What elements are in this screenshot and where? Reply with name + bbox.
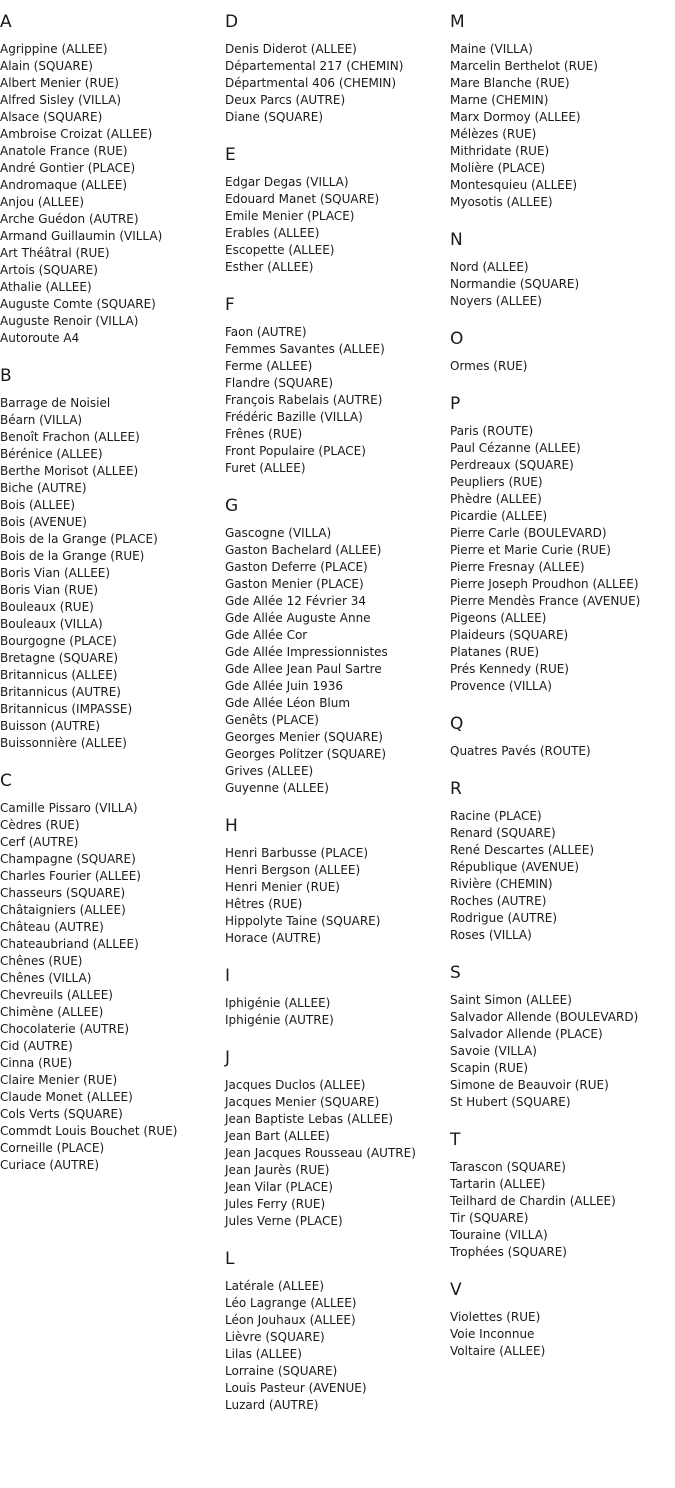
street-link[interactable]: Racine (PLACE) [450, 809, 542, 823]
street-link[interactable]: Scapin (RUE) [450, 1061, 529, 1075]
street-link[interactable]: Jacques Duclos (ALLEE) [225, 1078, 366, 1092]
street-link[interactable]: Iphigénie (ALLEE) [225, 996, 331, 1010]
street-link[interactable]: Flandre (SQUARE) [225, 376, 334, 390]
street-link[interactable]: Bois (AVENUE) [0, 515, 87, 529]
street-index-column-1 [0, 0, 222, 1192]
letter-section-m [450, 11, 675, 211]
street-link[interactable]: Violettes (RUE) [450, 1310, 541, 1324]
street-link[interactable]: Départmental 406 (CHEMIN) [225, 76, 397, 90]
street-link[interactable]: Arche Guédon (AUTRE) [0, 212, 139, 226]
section-letter-heading: Q [450, 714, 464, 734]
street-link[interactable]: Bois de la Grange (PLACE) [0, 532, 158, 546]
street-link[interactable]: Armand Guillaumin (VILLA) [0, 229, 163, 243]
street-link[interactable]: Charles Fourier (ALLEE) [0, 869, 141, 883]
street-link[interactable]: Mare Blanche (RUE) [450, 76, 570, 90]
street-link[interactable]: Paris (ROUTE) [450, 424, 534, 438]
section-letter-heading: P [450, 394, 461, 414]
street-link[interactable]: Auguste Comte (SQUARE) [0, 297, 156, 311]
street-link[interactable]: Ambroise Croizat (ALLEE) [0, 127, 153, 141]
street-link[interactable]: Pierre Fresnay (ALLEE) [450, 560, 585, 574]
street-link[interactable]: Normandie (SQUARE) [450, 277, 580, 291]
letter-section-g [225, 495, 447, 797]
section-letter-heading: F [225, 295, 235, 315]
street-link[interactable]: Corneille (PLACE) [0, 1141, 105, 1155]
street-link[interactable]: Britannicus (IMPASSE) [0, 702, 133, 716]
street-link[interactable]: Faon (AUTRE) [225, 325, 307, 339]
street-link[interactable]: Provence (VILLA) [450, 679, 552, 693]
street-link[interactable]: Biche (AUTRE) [0, 481, 87, 495]
street-link[interactable]: Jean Vilar (PLACE) [225, 1180, 333, 1194]
street-link[interactable]: Gde Allée Léon Blum [225, 696, 351, 710]
section-letter-heading: G [225, 496, 239, 516]
street-link[interactable]: Marne (CHEMIN) [450, 93, 549, 107]
street-link[interactable]: Léo Lagrange (ALLEE) [225, 1296, 357, 1310]
street-link[interactable]: Cols Verts (SQUARE) [0, 1107, 123, 1121]
street-link[interactable]: Nord (ALLEE) [450, 260, 529, 274]
section-letter-heading: B [0, 366, 12, 386]
street-link[interactable]: Buissonnière (ALLEE) [0, 736, 127, 750]
street-link[interactable]: Perdreaux (SQUARE) [450, 458, 574, 472]
section-letter-heading: O [450, 329, 464, 349]
street-link[interactable]: Tir (SQUARE) [450, 1211, 529, 1225]
street-link[interactable]: Alfred Sisley (VILLA) [0, 93, 122, 107]
street-link[interactable]: Pierre Joseph Proudhon (ALLEE) [450, 577, 639, 591]
street-link[interactable]: Chênes (VILLA) [0, 971, 92, 985]
letter-section-d [225, 11, 447, 126]
street-index-column-3 [450, 0, 675, 1378]
street-link[interactable]: Benoît Frachon (ALLEE) [0, 430, 140, 444]
street-link[interactable]: Emile Menier (PLACE) [225, 209, 355, 223]
street-link[interactable]: Ormes (RUE) [450, 359, 528, 373]
street-link[interactable]: Voltaire (ALLEE) [450, 1344, 546, 1358]
street-link[interactable]: Mélèzes (RUE) [450, 127, 537, 141]
street-link[interactable]: Lilas (ALLEE) [225, 1347, 302, 1361]
street-link[interactable]: Jean Bart (ALLEE) [225, 1129, 330, 1143]
letter-section-o [450, 328, 675, 375]
section-letter-heading: S [450, 963, 461, 983]
street-link[interactable]: Art Théâtral (RUE) [0, 246, 110, 260]
street-link[interactable]: Chevreuils (ALLEE) [0, 988, 113, 1002]
street-link[interactable]: Athalie (ALLEE) [0, 280, 92, 294]
street-link[interactable]: Hêtres (RUE) [225, 897, 303, 911]
section-letter-heading: A [0, 12, 12, 32]
street-link[interactable]: Gde Allée Cor [225, 628, 308, 642]
street-link[interactable]: Chênes (RUE) [0, 954, 83, 968]
street-link[interactable]: Henri Barbusse (PLACE) [225, 846, 369, 860]
letter-section-l [225, 1248, 447, 1414]
street-link[interactable]: Gde Allée Auguste Anne [225, 611, 371, 625]
street-link[interactable]: Autoroute A4 [0, 331, 80, 345]
street-link[interactable]: Ferme (ALLEE) [225, 359, 313, 373]
street-link[interactable]: Buisson (AUTRE) [0, 719, 101, 733]
section-letter-heading: I [225, 966, 231, 986]
street-link[interactable]: St Hubert (SQUARE) [450, 1095, 571, 1109]
street-link[interactable]: Barrage de Noisiel [0, 396, 111, 410]
street-link[interactable]: Plaideurs (SQUARE) [450, 628, 569, 642]
street-link[interactable]: Edgar Degas (VILLA) [225, 175, 349, 189]
street-link[interactable]: Bois de la Grange (RUE) [0, 549, 145, 563]
street-link[interactable]: Boris Vian (RUE) [0, 583, 99, 597]
street-link[interactable]: Jean Baptiste Lebas (ALLEE) [225, 1112, 394, 1126]
street-link[interactable]: Frédéric Bazille (VILLA) [225, 410, 363, 424]
letter-section-f [225, 294, 447, 477]
section-letter-heading: N [450, 230, 463, 250]
street-link[interactable]: Prés Kennedy (RUE) [450, 662, 569, 676]
street-link[interactable]: Gaston Bachelard (ALLEE) [225, 543, 382, 557]
street-link[interactable]: André Gontier (PLACE) [0, 161, 136, 175]
street-link[interactable]: Luzard (AUTRE) [225, 1398, 319, 1412]
street-link[interactable]: Gde Allee Jean Paul Sartre [225, 662, 382, 676]
street-link[interactable]: Saint Simon (ALLEE) [450, 993, 572, 1007]
street-link[interactable]: Montesquieu (ALLEE) [450, 178, 578, 192]
letter-section-v [450, 1279, 675, 1360]
street-link[interactable]: Cerf (AUTRE) [0, 835, 79, 849]
street-link[interactable]: Jean Jacques Rousseau (AUTRE) [225, 1146, 416, 1160]
street-link[interactable]: Louis Pasteur (AVENUE) [225, 1381, 367, 1395]
street-link[interactable]: Hippolyte Taine (SQUARE) [225, 914, 381, 928]
street-link[interactable]: Roses (VILLA) [450, 928, 532, 942]
street-link[interactable]: Femmes Savantes (ALLEE) [225, 342, 385, 356]
street-link[interactable]: Claire Menier (RUE) [0, 1073, 118, 1087]
street-link[interactable]: Marcelin Berthelot (RUE) [450, 59, 598, 73]
street-link[interactable]: Pierre Carle (BOULEVARD) [450, 526, 607, 540]
section-letter-heading: L [225, 1249, 235, 1269]
street-link[interactable]: Pierre et Marie Curie (RUE) [450, 543, 611, 557]
street-link[interactable]: Horace (AUTRE) [225, 931, 322, 945]
letter-section-b [0, 365, 222, 752]
letter-section-i [225, 965, 447, 1029]
street-link[interactable]: Bouleaux (VILLA) [0, 617, 103, 631]
street-link[interactable]: Commdt Louis Bouchet (RUE) [0, 1124, 178, 1138]
street-link[interactable]: Simone de Beauvoir (RUE) [450, 1078, 609, 1092]
street-link[interactable]: Deux Parcs (AUTRE) [225, 93, 346, 107]
street-link[interactable]: Teilhard de Chardin (ALLEE) [450, 1194, 616, 1208]
street-link[interactable]: Latérale (ALLEE) [225, 1279, 325, 1293]
street-link[interactable]: Henri Bergson (ALLEE) [225, 863, 361, 877]
letter-section-q [450, 713, 675, 760]
letter-section-p [450, 393, 675, 695]
street-link[interactable]: Gaston Deferre (PLACE) [225, 560, 368, 574]
street-link[interactable]: Britannicus (AUTRE) [0, 685, 121, 699]
section-letter-heading: M [450, 12, 465, 32]
street-link[interactable]: Gascogne (VILLA) [225, 526, 332, 540]
section-letter-heading: J [225, 1048, 231, 1068]
street-link[interactable]: Guyenne (ALLEE) [225, 781, 329, 795]
street-link[interactable]: Lièvre (SQUARE) [225, 1330, 325, 1344]
section-letter-heading: T [450, 1130, 461, 1150]
street-link[interactable]: Rivière (CHEMIN) [450, 877, 553, 891]
street-link[interactable]: Léon Jouhaux (ALLEE) [225, 1313, 356, 1327]
street-link[interactable]: Gde Allée Juin 1936 [225, 679, 344, 693]
street-link[interactable]: Paul Cézanne (ALLEE) [450, 441, 581, 455]
letter-section-n [450, 229, 675, 310]
street-link[interactable]: Claude Monet (ALLEE) [0, 1090, 133, 1104]
street-link[interactable]: Salvador Allende (PLACE) [450, 1027, 603, 1041]
street-link[interactable]: Quatres Pavés (ROUTE) [450, 744, 591, 758]
street-link[interactable]: Bretagne (SQUARE) [0, 651, 119, 665]
letter-section-s [450, 962, 675, 1111]
street-link[interactable]: Chimène (ALLEE) [0, 1005, 104, 1019]
street-link[interactable]: Rodrigue (AUTRE) [450, 911, 558, 925]
street-link[interactable]: Molière (PLACE) [450, 161, 546, 175]
street-link[interactable]: Noyers (ALLEE) [450, 294, 542, 308]
letter-section-a [0, 11, 222, 347]
letter-section-t [450, 1129, 675, 1261]
street-link[interactable]: Henri Menier (RUE) [225, 880, 340, 894]
street-link[interactable]: Alsace (SQUARE) [0, 110, 103, 124]
street-link[interactable]: Mithridate (RUE) [450, 144, 550, 158]
street-link[interactable]: Denis Diderot (ALLEE) [225, 42, 357, 56]
street-link[interactable]: Châtaigniers (ALLEE) [0, 903, 126, 917]
street-link[interactable]: Britannicus (ALLEE) [0, 668, 118, 682]
street-link[interactable]: Renard (SQUARE) [450, 826, 556, 840]
section-letter-heading: C [0, 771, 12, 791]
street-link[interactable]: Albert Menier (RUE) [0, 76, 119, 90]
street-link[interactable]: Camille Pissaro (VILLA) [0, 801, 138, 815]
street-link[interactable]: Cèdres (RUE) [0, 818, 80, 832]
street-link[interactable]: Front Populaire (PLACE) [225, 444, 366, 458]
street-link[interactable]: République (AVENUE) [450, 860, 580, 874]
street-link[interactable]: Maine (VILLA) [450, 42, 533, 56]
street-link[interactable]: Chasseurs (SQUARE) [0, 886, 126, 900]
street-link[interactable]: Pigeons (ALLEE) [450, 611, 547, 625]
street-link[interactable]: Gde Allée Impressionnistes [225, 645, 388, 659]
street-link[interactable]: Champagne (SQUARE) [0, 852, 136, 866]
section-letter-heading: E [225, 145, 236, 165]
street-link[interactable]: Grives (ALLEE) [225, 764, 314, 778]
street-link[interactable]: Anjou (ALLEE) [0, 195, 85, 209]
section-letter-heading: D [225, 12, 239, 32]
street-link[interactable]: Chocolaterie (AUTRE) [0, 1022, 130, 1036]
street-link[interactable]: Alain (SQUARE) [0, 59, 93, 73]
street-link[interactable]: Berthe Morisot (ALLEE) [0, 464, 139, 478]
street-link[interactable]: Cid (AUTRE) [0, 1039, 73, 1053]
street-link[interactable]: Départemental 217 (CHEMIN) [225, 59, 404, 73]
letter-section-h [225, 815, 447, 947]
street-link[interactable]: Auguste Renoir (VILLA) [0, 314, 139, 328]
street-link[interactable]: Iphigénie (AUTRE) [225, 1013, 334, 1027]
street-link[interactable]: Lorraine (SQUARE) [225, 1364, 338, 1378]
street-link[interactable]: Voie Inconnue [450, 1327, 535, 1341]
street-link[interactable]: Bérénice (ALLEE) [0, 447, 103, 461]
street-link[interactable]: Château (AUTRE) [0, 920, 104, 934]
street-link[interactable]: Béarn (VILLA) [0, 413, 83, 427]
street-link[interactable]: Tarascon (SQUARE) [450, 1160, 566, 1174]
street-link[interactable]: Myosotis (ALLEE) [450, 195, 553, 209]
letter-section-r [450, 778, 675, 944]
letter-section-c [0, 770, 222, 1174]
street-link[interactable]: Trophées (SQUARE) [450, 1245, 567, 1259]
street-link[interactable]: Furet (ALLEE) [225, 461, 306, 475]
street-link[interactable]: Tartarin (ALLEE) [450, 1177, 546, 1191]
street-link[interactable]: Gde Allée 12 Février 34 [225, 594, 367, 608]
street-link[interactable]: Bourgogne (PLACE) [0, 634, 117, 648]
street-link[interactable]: Pierre Mendès France (AVENUE) [450, 594, 641, 608]
street-link[interactable]: Anatole France (RUE) [0, 144, 128, 158]
street-link[interactable]: Georges Menier (SQUARE) [225, 730, 383, 744]
street-link[interactable]: Jules Ferry (RUE) [225, 1197, 326, 1211]
street-link[interactable]: Cinna (RUE) [0, 1056, 73, 1070]
street-link[interactable]: Diane (SQUARE) [225, 110, 324, 124]
street-link[interactable]: Salvador Allende (BOULEVARD) [450, 1010, 639, 1024]
street-link[interactable]: Savoie (VILLA) [450, 1044, 537, 1058]
letter-section-j [225, 1047, 447, 1230]
street-link[interactable]: Frênes (RUE) [225, 427, 303, 441]
street-link[interactable]: Boris Vian (ALLEE) [0, 566, 111, 580]
street-link[interactable]: Esther (ALLEE) [225, 260, 314, 274]
street-link[interactable]: Georges Politzer (SQUARE) [225, 747, 387, 761]
section-letter-heading: V [450, 1280, 462, 1300]
street-link[interactable]: Touraine (VILLA) [450, 1228, 548, 1242]
street-link[interactable]: Jean Jaurès (RUE) [225, 1163, 330, 1177]
section-letter-heading: H [225, 816, 238, 836]
street-link[interactable]: Bouleaux (RUE) [0, 600, 94, 614]
street-link[interactable]: Agrippine (ALLEE) [0, 42, 108, 56]
street-link[interactable]: Jules Verne (PLACE) [225, 1214, 343, 1228]
street-link[interactable]: Chateaubriand (ALLEE) [0, 937, 139, 951]
street-link[interactable]: Erables (ALLEE) [225, 226, 320, 240]
street-link[interactable]: Marx Dormoy (ALLEE) [450, 110, 581, 124]
street-link[interactable]: Bois (ALLEE) [0, 498, 76, 512]
street-link[interactable]: Jacques Menier (SQUARE) [225, 1095, 380, 1109]
street-link[interactable]: François Rabelais (AUTRE) [225, 393, 383, 407]
section-letter-heading: R [450, 779, 462, 799]
street-link[interactable]: Escopette (ALLEE) [225, 243, 335, 257]
street-link[interactable]: Peupliers (RUE) [450, 475, 543, 489]
street-link[interactable]: Picardie (ALLEE) [450, 509, 548, 523]
street-link[interactable]: Phèdre (ALLEE) [450, 492, 542, 506]
letter-section-e [225, 144, 447, 276]
street-link[interactable]: Artois (SQUARE) [0, 263, 98, 277]
street-link[interactable]: Gaston Menier (PLACE) [225, 577, 364, 591]
street-link[interactable]: Curiace (AUTRE) [0, 1158, 100, 1172]
street-link[interactable]: Andromaque (ALLEE) [0, 178, 128, 192]
street-link[interactable]: Roches (AUTRE) [450, 894, 547, 908]
street-link[interactable]: Platanes (RUE) [450, 645, 540, 659]
street-link[interactable]: René Descartes (ALLEE) [450, 843, 595, 857]
street-link[interactable]: Genêts (PLACE) [225, 713, 319, 727]
street-link[interactable]: Edouard Manet (SQUARE) [225, 192, 380, 206]
street-index-column-2 [225, 0, 447, 1432]
